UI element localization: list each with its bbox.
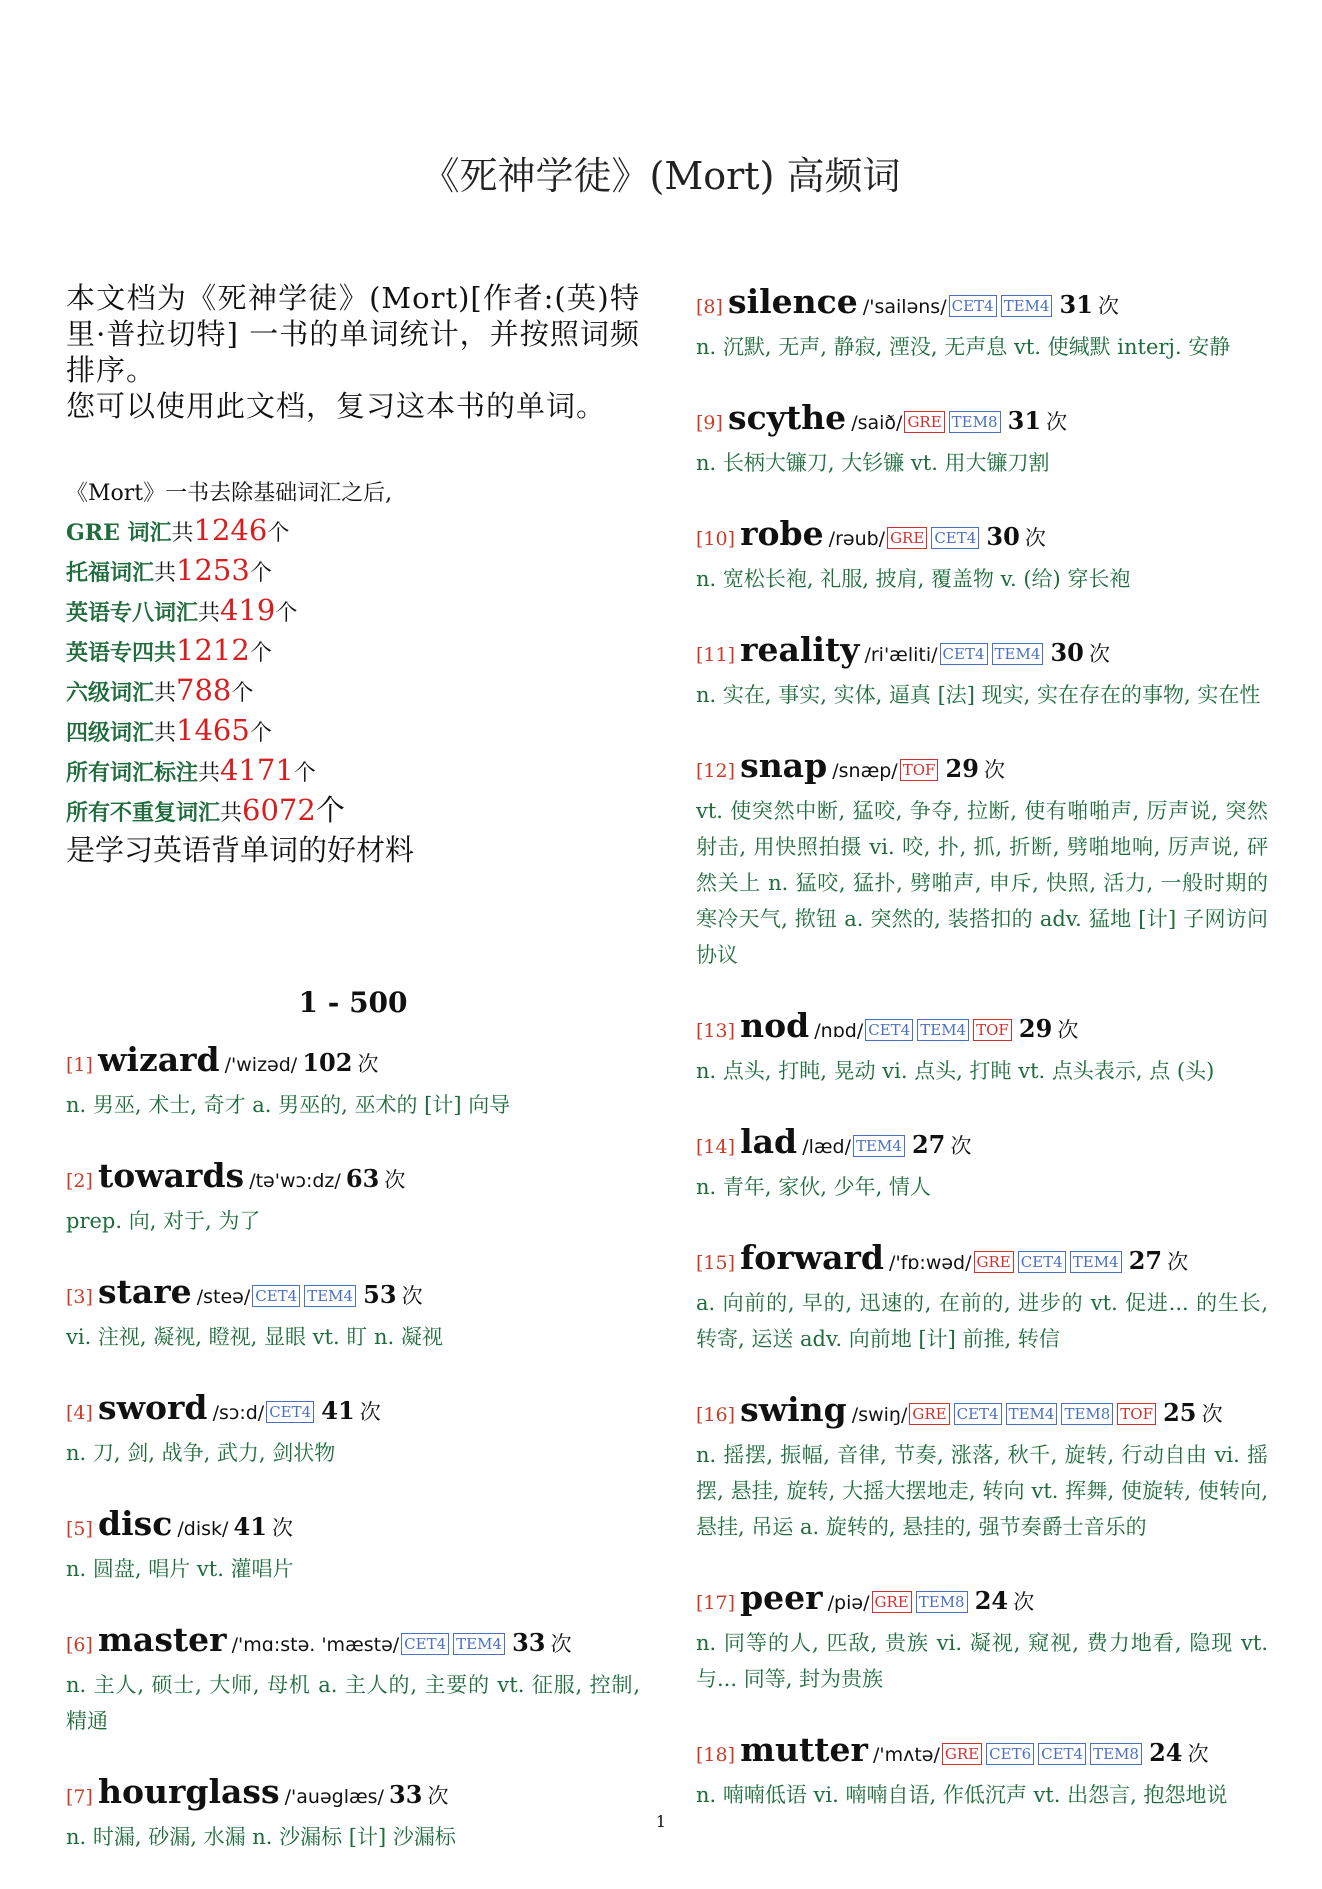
exam-tag-badge: TOF: [900, 759, 939, 781]
entry-word: mutter: [740, 1730, 868, 1769]
stat-unit: 个: [249, 641, 272, 666]
entry-definition: n. 实在, 事实, 实体, 逼真 [法] 现实, 实在存在的事物, 实在性: [696, 683, 1261, 707]
entry-definition: prep. 向, 对于, 为了: [66, 1209, 261, 1233]
stat-connector: 共: [198, 601, 221, 626]
entry-index: [4]: [66, 1402, 93, 1424]
exam-tag-badge: TOF: [1117, 1403, 1156, 1425]
entry-frequency: 30: [986, 522, 1020, 551]
stat-label: 英语专四共: [66, 640, 177, 666]
entry-definition: n. 同等的人, 匹敌, 贵族 vi. 凝视, 窥视, 费力地看, 隐现 vt. 与... 同等, 封为贵族: [696, 1631, 1268, 1691]
entry-header: [696, 1579, 1268, 1623]
entry-index: [11]: [696, 644, 736, 666]
entry-index: [7]: [66, 1786, 93, 1808]
exam-tag-badge: GRE: [942, 1743, 982, 1765]
entry-pronunciation: /læd/: [802, 1136, 852, 1158]
exam-tag-badge: TEM4: [992, 643, 1044, 665]
stat-unit: 个: [249, 561, 272, 586]
entry-header: [696, 1007, 1268, 1051]
stat-label: 六级词汇: [66, 680, 155, 706]
entry-header: [696, 1391, 1268, 1435]
entry-index: [5]: [66, 1518, 93, 1540]
entry-definition: a. 向前的, 早的, 迅速的, 在前的, 进步的 vt. 促进... 的生长, 转寄, 运送 adv. 向前地 [计] 前推, 转信: [696, 1291, 1268, 1351]
stat-connector: 共: [154, 681, 177, 706]
entry-pronunciation: /rəub/: [828, 528, 886, 550]
exam-tag-badge: TEM8: [1090, 1743, 1142, 1765]
exam-tag-badge: TEM4: [1001, 295, 1053, 317]
entry-definition: n. 时漏, 砂漏, 水漏 n. 沙漏标 [计] 沙漏标: [66, 1825, 456, 1849]
entry-pronunciation: /saið/: [851, 412, 903, 434]
frequency-unit: 次: [357, 1052, 379, 1076]
stat-connector: 共: [154, 721, 177, 746]
entry-pronunciation: /'mʌtə/: [872, 1744, 940, 1766]
stat-count: 1253: [176, 553, 250, 587]
entry-frequency: 33: [389, 1780, 423, 1809]
document-title: 《死神学徒》(Mort) 高频词: [421, 154, 901, 198]
exam-tag-badge: GRE: [974, 1251, 1014, 1273]
entry-frequency: 33: [512, 1628, 546, 1657]
stat-connector: 共: [171, 521, 194, 546]
intro-paragraph-2: 您可以使用此文档，复习这本书的单词。: [66, 389, 607, 423]
word-entry: [696, 747, 1268, 973]
entry-index: [14]: [696, 1136, 736, 1158]
exam-tag-badge: CET4: [1018, 1251, 1066, 1273]
stat-count: 6072: [242, 793, 316, 827]
entry-word: towards: [98, 1156, 245, 1195]
entry-frequency: 102: [302, 1048, 353, 1077]
entry-index: [2]: [66, 1170, 93, 1192]
stat-label: 所有词汇标注: [66, 760, 199, 786]
entry-pronunciation: /nɒd/: [814, 1020, 864, 1042]
word-entry: [696, 1007, 1268, 1089]
exam-tag-badge: TEM4: [1006, 1403, 1058, 1425]
entry-pronunciation: /'fɒ:wəd/: [889, 1252, 972, 1274]
exam-tag-badge: TEM8: [949, 411, 1001, 433]
entry-pronunciation: /piə/: [827, 1592, 870, 1614]
entry-pronunciation: /'wizəd/: [224, 1054, 298, 1076]
stat-row: [66, 632, 640, 672]
exam-tag-badge: GRE: [872, 1591, 912, 1613]
word-entry: [66, 1273, 640, 1355]
frequency-unit: 次: [1098, 294, 1120, 318]
entry-frequency: 24: [1149, 1738, 1183, 1767]
entry-definition: n. 喃喃低语 vi. 喃喃自语, 作低沉声 vt. 出怨言, 抱怨地说: [696, 1783, 1228, 1807]
stat-row: [66, 712, 640, 752]
entry-pronunciation: /'mɑ:stə. 'mæstə/: [231, 1634, 400, 1656]
entry-index: [12]: [696, 760, 736, 782]
entry-frequency: 41: [233, 1512, 267, 1541]
entry-header: [696, 515, 1268, 559]
entry-pronunciation: /disk/: [177, 1518, 229, 1540]
frequency-unit: 次: [401, 1284, 423, 1308]
entry-frequency: 31: [1059, 290, 1093, 319]
exam-tag-badge: CET4: [865, 1019, 913, 1041]
exam-tag-badge: TEM4: [1070, 1251, 1122, 1273]
frequency-unit: 次: [359, 1400, 381, 1424]
entry-frequency: 41: [321, 1396, 355, 1425]
stat-label: 英语专八词汇: [66, 600, 199, 626]
entry-word: silence: [728, 282, 858, 321]
stat-row: [66, 752, 640, 792]
frequency-unit: 次: [1024, 526, 1046, 550]
entry-header: [696, 1731, 1268, 1775]
entry-definition: n. 圆盘, 唱片 vt. 灌唱片: [66, 1557, 294, 1581]
stat-row: [66, 672, 640, 712]
stat-unit: 个: [231, 681, 254, 706]
stats-closing: 是学习英语背单词的好材料: [66, 833, 415, 867]
stat-label: 所有不重复词汇: [66, 800, 221, 826]
entry-header: [66, 1505, 640, 1549]
entry-index: [3]: [66, 1286, 93, 1308]
exam-tag-badge: GRE: [887, 527, 927, 549]
frequency-unit: 次: [550, 1632, 572, 1656]
exam-tag-badge: CET4: [252, 1285, 300, 1307]
stat-count: 788: [176, 673, 232, 707]
entry-definition: vt. 使突然中断, 猛咬, 争夺, 拉断, 使有啪啪声, 厉声说, 突然射击, 用快照拍摄 vi. 咬, 扑, 抓, 折断, 劈啪地响, 厉声说, 砰然关上 n. 猛咬, 猛扑, 劈啪声, 申斥, 快照, 活力, 一般时期的寒冷天气, 揿钮 a. 突然的, 装搭扣的 adv. 猛地 [计] 子网访问协议: [696, 799, 1268, 967]
frequency-unit: 次: [984, 758, 1006, 782]
exam-tag-badge: TEM4: [917, 1019, 969, 1041]
entry-header: [696, 631, 1268, 675]
stat-label: 四级词汇: [66, 720, 155, 746]
entry-word: master: [98, 1620, 227, 1659]
word-entry: [696, 1239, 1268, 1357]
entry-word: robe: [740, 514, 824, 553]
entry-header: [66, 1273, 640, 1317]
exam-tag-badge: CET4: [266, 1401, 314, 1423]
stat-row: [66, 552, 640, 592]
entry-pronunciation: /'auəglæs/: [284, 1786, 384, 1808]
stat-count: 1212: [176, 633, 250, 667]
entry-index: [15]: [696, 1252, 736, 1274]
entry-frequency: 27: [911, 1130, 946, 1159]
stat-connector: 共: [198, 761, 221, 786]
entry-pronunciation: /tə'wɔ:dz/: [249, 1170, 341, 1192]
word-entry: [696, 283, 1268, 365]
word-entry: [66, 1041, 640, 1123]
exam-tag-badge: GRE: [904, 411, 944, 433]
entry-frequency: 24: [974, 1586, 1009, 1615]
entry-frequency: 63: [345, 1164, 380, 1193]
entry-header: [696, 283, 1268, 327]
entry-header: [696, 1239, 1268, 1283]
exam-tag-badge: CET4: [949, 295, 997, 317]
word-entry: [696, 1731, 1268, 1813]
entry-header: [66, 1157, 640, 1201]
entry-definition: n. 男巫, 术士, 奇才 a. 男巫的, 巫术的 [计] 向导: [66, 1093, 511, 1117]
left-column: [66, 280, 640, 1889]
entry-frequency: 53: [363, 1280, 397, 1309]
frequency-unit: 次: [1187, 1742, 1209, 1766]
entry-word: forward: [740, 1238, 884, 1277]
entry-word: disc: [98, 1504, 173, 1543]
entry-pronunciation: /'sailəns/: [862, 296, 947, 318]
entry-definition: n. 主人, 硕士, 大师, 母机 a. 主人的, 主要的 vt. 征服, 控制, 精通: [66, 1673, 640, 1733]
frequency-unit: 次: [1201, 1402, 1223, 1426]
stats-lead: 《Mort》一书去除基础词汇之后,: [66, 481, 393, 506]
entry-word: peer: [740, 1578, 823, 1617]
stat-unit: 个: [293, 761, 316, 786]
stat-count: 1465: [176, 713, 250, 747]
entry-header: [66, 1389, 640, 1433]
entry-header: [66, 1041, 640, 1085]
entry-index: [1]: [66, 1054, 93, 1076]
entry-frequency: 27: [1128, 1246, 1163, 1275]
entry-index: [17]: [696, 1592, 736, 1614]
frequency-unit: 次: [1167, 1250, 1189, 1274]
entry-word: swing: [740, 1390, 847, 1429]
stat-row: [66, 512, 640, 552]
stat-unit: 个: [315, 793, 345, 827]
word-entry: [66, 1157, 640, 1239]
stat-label: 托福词汇: [66, 560, 155, 586]
entry-word: sword: [98, 1388, 208, 1427]
entry-word: nod: [740, 1006, 810, 1045]
page-number: 1: [655, 1812, 667, 1831]
word-entry: [696, 1123, 1268, 1205]
intro-paragraph-1: 本文档为《死神学徒》(Mort)[作者:(英)特里·普拉切特] 一书的单词统计，并按照词频排序。: [66, 281, 640, 387]
entry-frequency: 29: [1018, 1014, 1053, 1043]
intro-text: [66, 280, 640, 424]
entry-definition: n. 青年, 家伙, 少年, 情人: [696, 1175, 931, 1199]
word-entry: [696, 399, 1268, 481]
stat-row: [66, 592, 640, 632]
exam-tag-badge: CET4: [954, 1403, 1002, 1425]
word-entry: [66, 1505, 640, 1587]
entry-pronunciation: /ri'æliti/: [864, 644, 938, 666]
entry-frequency: 31: [1007, 406, 1042, 435]
entry-word: wizard: [98, 1040, 220, 1079]
entry-definition: n. 长柄大镰刀, 大钐镰 vt. 用大镰刀割: [696, 451, 1050, 475]
entry-pronunciation: /snæp/: [832, 760, 898, 782]
stat-connector: 共: [220, 801, 243, 826]
entry-frequency: 30: [1050, 638, 1084, 667]
stat-unit: 个: [275, 601, 298, 626]
entry-definition: n. 摇摆, 振幅, 音律, 节奏, 涨落, 秋千, 旋转, 行动自由 vi. 摇摆, 悬挂, 旋转, 大摇大摆地走, 转向 vt. 挥舞, 使旋转, 使转向, 悬挂, 吊运 a. 旋转的, 悬挂的, 强节奏爵士音乐的: [696, 1443, 1268, 1539]
entry-definition: n. 宽松长袍, 礼服, 披肩, 覆盖物 v. (给) 穿长袍: [696, 567, 1131, 591]
frequency-unit: 次: [272, 1516, 294, 1540]
entry-word: snap: [740, 746, 828, 785]
entry-frequency: 29: [945, 754, 979, 783]
stat-count: 1246: [193, 513, 268, 547]
entry-word: hourglass: [98, 1772, 280, 1811]
entry-word: stare: [98, 1272, 192, 1311]
entry-definition: n. 刀, 剑, 战争, 武力, 剑状物: [66, 1441, 336, 1465]
frequency-unit: 次: [1057, 1018, 1079, 1042]
frequency-unit: 次: [1088, 642, 1110, 666]
entry-pronunciation: /steə/: [196, 1286, 251, 1308]
stat-unit: 个: [267, 521, 290, 546]
entry-header: [696, 747, 1268, 791]
stat-label: GRE 词汇: [66, 520, 172, 546]
entry-word: lad: [740, 1122, 798, 1161]
stat-count: 419: [220, 593, 276, 627]
exam-tag-badge: TEM4: [853, 1135, 905, 1157]
entry-index: [6]: [66, 1634, 93, 1656]
word-entry: [696, 631, 1268, 713]
exam-tag-badge: CET6: [986, 1743, 1034, 1765]
word-entry: [696, 1579, 1268, 1697]
entry-index: [18]: [696, 1744, 736, 1766]
frequency-unit: 次: [1013, 1590, 1035, 1614]
word-entry: [696, 1391, 1268, 1545]
entry-index: [10]: [696, 528, 736, 550]
entry-word: scythe: [728, 398, 847, 437]
frequency-unit: 次: [1046, 410, 1068, 434]
word-entry: [66, 1389, 640, 1471]
stat-count: 4171: [220, 753, 294, 787]
entry-definition: n. 点头, 打盹, 晃动 vi. 点头, 打盹 vt. 点头表示, 点 (头): [696, 1059, 1215, 1083]
entry-word: reality: [740, 630, 860, 669]
entry-index: [13]: [696, 1020, 736, 1042]
exam-tag-badge: TEM4: [304, 1285, 356, 1307]
exam-tag-badge: TEM8: [916, 1591, 968, 1613]
entry-pronunciation: /sɔ:d/: [212, 1402, 265, 1424]
entry-index: [9]: [696, 412, 723, 434]
exam-tag-badge: CET4: [401, 1633, 449, 1655]
section-title: 1 - 500: [298, 986, 408, 1019]
entry-index: [16]: [696, 1404, 736, 1426]
exam-tag-badge: CET4: [1038, 1743, 1086, 1765]
frequency-unit: 次: [950, 1134, 972, 1158]
exam-tag-badge: CET4: [940, 643, 988, 665]
vocabulary-stats: [66, 476, 640, 868]
entry-pronunciation: /swiŋ/: [851, 1404, 908, 1426]
entry-index: [8]: [696, 296, 723, 318]
word-entry: [66, 1621, 640, 1739]
stat-row: [66, 792, 640, 832]
stat-connector: 共: [154, 561, 177, 586]
entry-header: [696, 399, 1268, 443]
exam-tag-badge: GRE: [909, 1403, 949, 1425]
right-column: [696, 283, 1268, 1847]
entry-definition: n. 沉默, 无声, 静寂, 湮没, 无声息 vt. 使缄默 interj. 安静: [696, 335, 1231, 359]
exam-tag-badge: TOF: [973, 1019, 1012, 1041]
exam-tag-badge: CET4: [931, 527, 979, 549]
frequency-unit: 次: [427, 1784, 449, 1808]
stat-unit: 个: [249, 721, 272, 746]
entry-header: [66, 1773, 640, 1817]
word-entry: [696, 515, 1268, 597]
entry-header: [66, 1621, 640, 1665]
frequency-unit: 次: [384, 1168, 406, 1192]
entry-header: [696, 1123, 1268, 1167]
exam-tag-badge: TEM4: [453, 1633, 505, 1655]
entry-frequency: 25: [1163, 1398, 1197, 1427]
exam-tag-badge: TEM8: [1061, 1403, 1113, 1425]
entry-definition: vi. 注视, 凝视, 瞪视, 显眼 vt. 盯 n. 凝视: [66, 1325, 443, 1349]
